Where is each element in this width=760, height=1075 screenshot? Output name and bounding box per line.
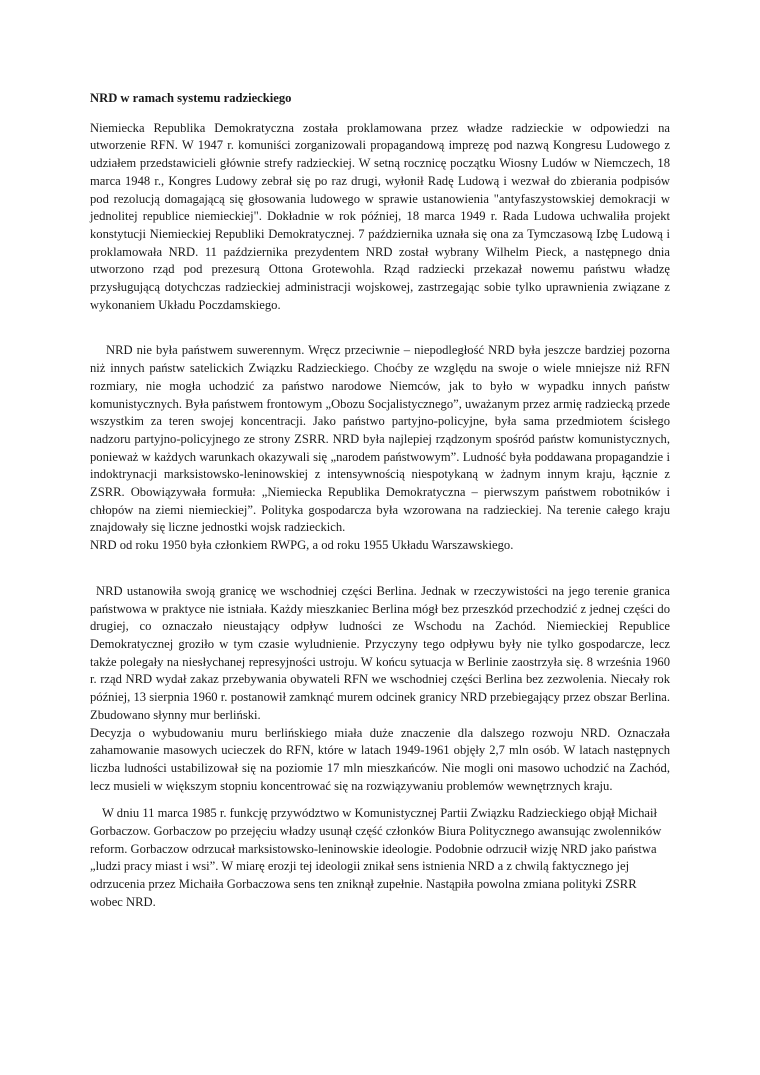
document-page [90,90,670,912]
paragraph-berlin-border: NRD ustanowiła swoją granicę we wschodniej części Berlina. Jednak w rzeczywistości na jego terenie granica państwowa w praktyce nie istniała. Każdy mieszkaniec Berlina mógł bez przeszkód przechodzić z jednej części do drugiej, co oznaczało nieustający odpływ ludności ze Wschodu na Zachód. Niemieckiej Republice Demokratycznej groziło w tym czasie wyludnienie. Przyczyny tego odpływu były nie tylko gospodarcze, lecz także polegały na niesłychanej represyjności ustroju. W końcu sytuacja w Berlinie zaostrzyła się. 8 września 1960 r. rząd NRD wydał zakaz przebywania obywateli RFN we wschodniej części Berlina bez zezwolenia. Niecały rok później, 13 sierpnia 1960 r. postanowił zamknąć murem odcinek granicy NRD przebiegający przez obszar Berlina. Zbudowano słynny mur berliński. [90,583,670,722]
paragraph-gorbachev: W dniu 11 marca 1985 r. funkcję przywództwo w Komunistycznej Partii Związku Radzieckiego objął Michaił Gorbaczow. Gorbaczow po przejęciu władzy usunął część członków Biura Politycznego awansując zwolenników reform. Gorbaczow odrzucał marksistowsko-leninowskie ideologie. Podobnie odrzucił wizję NRD jako państwa „ludzi pracy miast i wsi”. W miarę erozji tej ideologii znikał sens istnienia NRD a z chwilą faktycznego jej odrzucenia przez Michaiła Gorbaczowa sens ten zniknął zupełnie. Nastąpiła powolna zmiana polityki ZSRR wobec NRD. [90,806,662,909]
paragraph-proclamation: Niemiecka Republika Demokratyczna została proklamowana przez władze radzieckie w odpowiedzi na utworzenie RFN. W 1947 r. komuniści zorganizowali propagandową imprezę pod nazwą Kongresu Ludowego z udziałem przedstawicieli głównie strefy radzieckiej. W setną rocznicę początku Wiosny Ludów w Niemczech, 18 marca 1948 r., Kongres Ludowy zebrał się po raz drugi, wyłonił Radę Ludową i wezwał do zbierania podpisów pod rezolucją domagającą się głosowania ludowego w sprawie ustanowienia "antyfaszystowskiej demokracji w jednolitej republice niemieckiej". Dokładnie w rok później, 18 marca 1949 r. Rada Ludowa uchwaliła projekt konstytucji Niemieckiej Republiki Demokratycznej. 7 października uznała się ona za Tymczasową Izbę Ludową i proklamowała NRD. 11 października prezydentem NRD został wybrany Wilhelm Pieck, a następnego dnia utworzono rząd pod prezesurą Ottona Grotewohla. Rząd radziecki przekazał nowemu państwu władzę przysługującą dotychczas radzieckiej administracji wojskowej, zastrzegając sobie tylko uprawnienia związane z wykonaniem Układu Poczdamskiego. [90,120,670,312]
paragraph-berlin-wall: Decyzja o wybudowaniu muru berlińskiego miała duże znaczenie dla dalszego rozwoju NRD. Oznaczała zahamowanie masowych ucieczek do RFN, które w latach 1949-1961 objęły 2,7 mln osób. W latach następnych liczba ludności ustabilizował się na poziomie 17 mln mieszkańców. Nie mogli oni masowo uchodzić na Zachód, lecz musieli w większym stopniu koncentrować się na rozwiązywaniu problemów wewnętrznych kraju. [90,725,670,793]
paragraph-sovereignty-text: NRD nie była państwem suwerennym. Wręcz przeciwnie – niepodległość NRD była jeszcze bardziej pozorna niż innych państw satelickich Związku Radzieckiego. Choćby ze względu na swoje o wiele mniejsze niż RFN rozmiary, nie mogła uchodzić za państwo narodowe Niemców, jak to było w wypadku innych państw komunistycznych. Była państwem frontowym „Obozu Socjalistycznego”, uważanym przez armię radziecką przede wszystkim za teren swojej koncentracji. Jako państwo partyjno-policyjne, była sama przedmiotem ścisłego nadzoru partyjno-policyjnego ze strony ZSRR. NRD była najlepiej rządzonym spośród państw komunistycznych, ponieważ w każdych warunkach okazywali się „narodem państwowym”. Ludność była poddawana propagandzie i indoktrynacji marksistowsko-leninowskiej z intensywnością niespotykaną w żadnym innym kraju, łącznie z ZSRR. Obowiązywała formuła: „Niemiecka Republika Demokratyczna – pierwszym państwem robotników i chłopów na ziemi niemieckiej”. Polityka gospodarcza była wzorowana na radzieckiej. Na terenie całego kraju znajdowały się liczne jednostki wojsk radzieckich. [90,343,670,535]
document-title: NRD w ramach systemu radzieckiego [90,91,292,105]
paragraph-sovereignty [90,342,670,554]
paragraph-rwpg: NRD od roku 1950 była członkiem RWPG, a od roku 1955 Układu Warszawskiego. [90,538,514,553]
